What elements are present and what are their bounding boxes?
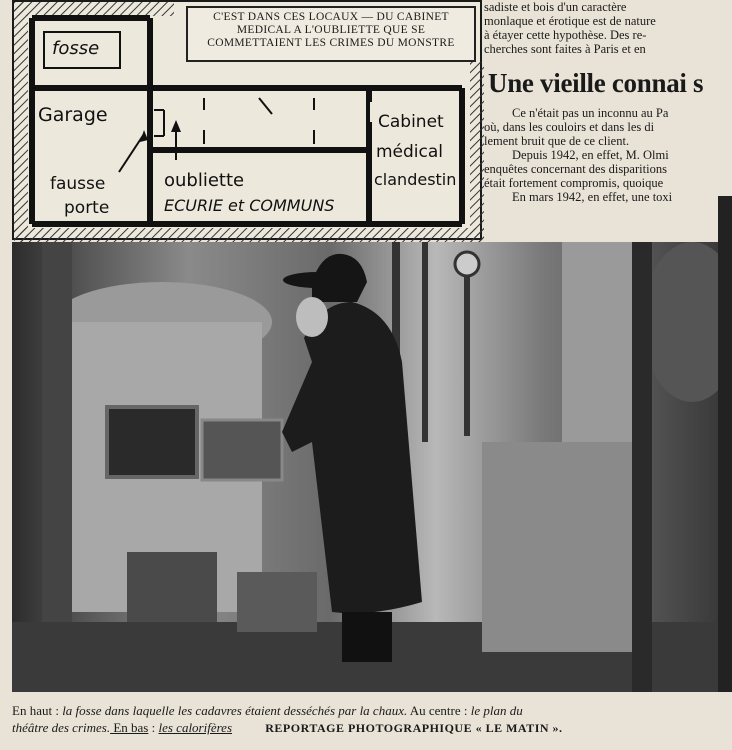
caption-part: théâtre des crimes. <box>12 720 111 735</box>
photo-credit: REPORTAGE PHOTOGRAPHIQUE « LE MATIN ». <box>265 721 563 735</box>
label-cabinet: Cabinet <box>378 112 444 132</box>
text-line: à étayer cette hypothèse. Des re- <box>484 28 647 42</box>
plan-caption: C'EST DANS CES LOCAUX — DU CABINET MEDICAL A L'OUBLIETTE QUE SE COMMETTAIENT LES CRIMES DU MONSTRE <box>186 6 476 62</box>
text-line: cherches sont faites à Paris et en <box>484 42 646 56</box>
caption-part: : <box>148 720 159 735</box>
floor-plan <box>12 0 482 240</box>
caption-part: le plan du <box>470 703 523 718</box>
text-line: était fortement compromis, quoique <box>484 176 664 190</box>
caption-part: Au centre : <box>407 703 471 718</box>
label-porte: porte <box>64 198 110 218</box>
text-line: monlaque et érotique est de nature <box>484 14 656 28</box>
label-clandestin: clandestin <box>374 170 457 189</box>
label-fosse: fosse <box>52 38 100 59</box>
photo-caption <box>12 702 724 737</box>
text-line: Ce n'était pas un inconnu au Pa <box>512 106 669 120</box>
text-line: En mars 1942, en effet, une toxi <box>512 190 673 204</box>
text-line: Depuis 1942, en effet, M. Olmi <box>512 148 669 162</box>
text-line: sadiste et bois d'un caractère <box>484 0 627 14</box>
label-medical: médical <box>376 142 444 162</box>
text-line: enquêtes concernant des disparitions <box>484 162 667 176</box>
caption-part: En haut : <box>12 703 63 718</box>
label-garage: Garage <box>38 104 108 126</box>
label-ecurie: ECURIE et COMMUNS <box>164 196 335 215</box>
label-fausse: fausse <box>50 174 106 194</box>
text-line: lement bruit que de ce client. <box>484 134 630 148</box>
photo-illustration <box>12 242 718 692</box>
caption-part: les calorifères <box>158 720 233 735</box>
article-headline: Une vieille connai s <box>488 68 704 98</box>
caption-part: En bas <box>110 720 149 735</box>
photo-edge <box>718 196 732 692</box>
text-line: où, dans les couloirs et dans les di <box>484 120 655 134</box>
photo-calorifers <box>12 242 718 692</box>
label-oubliette: oubliette <box>164 170 245 191</box>
caption-part: la fosse dans laquelle les cadavres étaient desséchés par la chaux. <box>62 703 408 718</box>
article-column <box>484 0 732 204</box>
